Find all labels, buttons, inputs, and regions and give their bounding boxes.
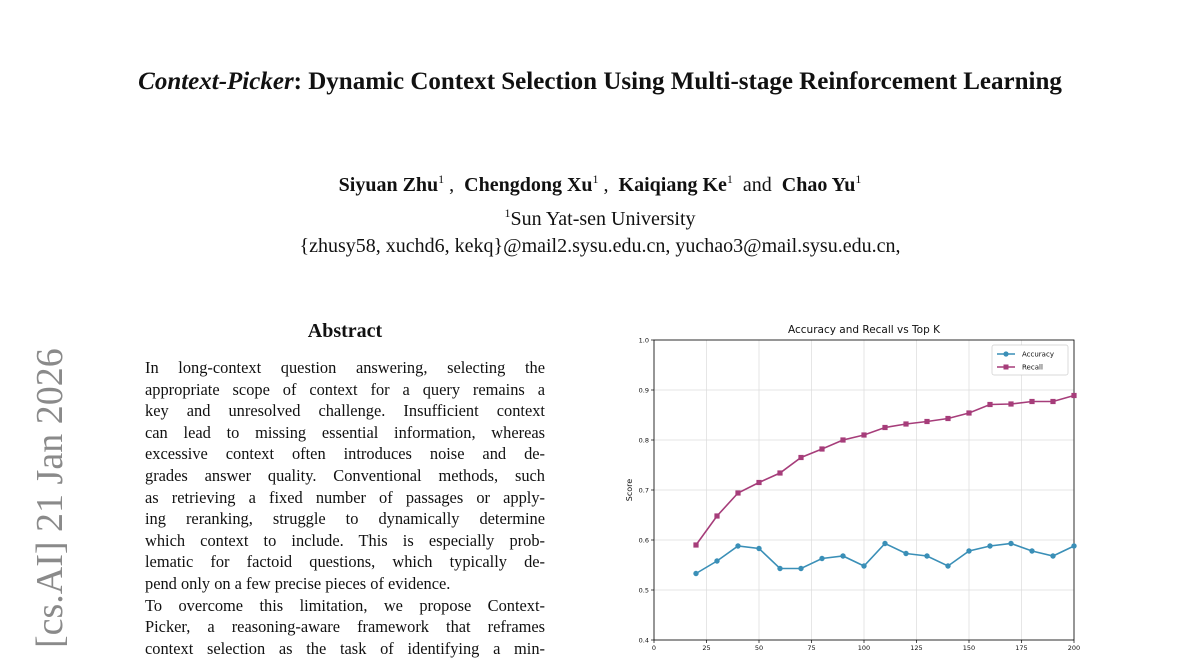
- chart-series: [693, 393, 1076, 576]
- chart-grid: [654, 340, 1074, 640]
- x-tick-label: 75: [807, 644, 816, 652]
- abstract-line: key and unresolved challenge. Insufficient context: [145, 401, 545, 421]
- abstract-line: lematic for factoid questions, which typically de-: [145, 552, 545, 572]
- data-point-accuracy: [987, 543, 992, 548]
- data-point-recall: [1050, 399, 1055, 404]
- abstract-line: ing reranking, struggle to dynamically determine: [145, 509, 545, 529]
- y-tick-label: 0.7: [638, 486, 649, 495]
- x-tick-label: 50: [754, 644, 764, 652]
- data-point-accuracy: [966, 548, 971, 553]
- abstract-line: which context to include. This is especially prob-: [145, 530, 545, 550]
- data-point-recall: [903, 421, 908, 426]
- title-rest: : Dynamic Context Selection Using Multi-stage Reinforcement Learning: [293, 68, 1062, 95]
- data-point-accuracy: [924, 553, 929, 558]
- data-point-recall: [924, 419, 929, 424]
- accuracy-recall-chart: [610, 320, 1090, 652]
- data-point-recall: [840, 437, 845, 442]
- author-affil-mark: 1: [592, 172, 599, 186]
- abstract-line: appropriate scope of context for a query remains a: [145, 379, 545, 399]
- y-tick-label: 0.5: [638, 586, 649, 595]
- data-point-accuracy: [861, 563, 866, 568]
- data-point-recall: [1029, 399, 1034, 404]
- abstract-line: pend only on a few precise pieces of evidence.: [145, 573, 451, 593]
- data-point-recall: [966, 410, 971, 415]
- author-affil-mark: 1: [726, 172, 733, 186]
- data-point-recall: [1071, 393, 1076, 398]
- author-emails: {zhusy58, xuchd6, kekq}@mail2.sysu.edu.cn, yuchao3@mail.sysu.edu.cn,: [299, 235, 901, 257]
- series-line-accuracy: [696, 544, 1074, 574]
- data-point-accuracy: [1071, 543, 1076, 548]
- author-list: Siyuan Zhu$^1$ , Chengdong Xu$^1$ , Kaiqiang Ke$^1$ and Chao Yu$^1$: [338, 172, 862, 196]
- author-name: Kaiqiang Ke: [618, 174, 727, 196]
- data-point-accuracy: [693, 571, 698, 576]
- affiliation-text: Sun Yat-sen University: [510, 208, 696, 230]
- y-tick-label: 0.8: [638, 436, 649, 445]
- legend-marker: [1004, 365, 1009, 370]
- data-point-accuracy: [777, 566, 782, 571]
- y-tick-label: 1.0: [638, 336, 649, 345]
- affiliation-mark: 1: [504, 206, 511, 220]
- data-point-accuracy: [882, 541, 887, 546]
- abstract-line: excessive context often introduces noise and de-: [145, 444, 545, 464]
- data-point-accuracy: [840, 553, 845, 558]
- y-axis-label: Score: [625, 478, 634, 502]
- title-italic: Context-Picker: [138, 68, 294, 95]
- data-point-accuracy: [945, 563, 950, 568]
- data-point-accuracy: [756, 546, 761, 551]
- data-point-accuracy: [1008, 541, 1013, 546]
- abstract-heading: Abstract: [307, 320, 383, 342]
- chart-title: Accuracy and Recall vs Top K: [788, 324, 940, 336]
- data-point-recall: [819, 446, 824, 451]
- abstract-line: To overcome this limitation, we propose Context-: [145, 595, 545, 615]
- data-point-recall: [1008, 401, 1013, 406]
- author-name: Chengdong Xu: [464, 174, 593, 196]
- x-tick-label: 125: [910, 644, 923, 652]
- y-tick-label: 0.9: [638, 386, 649, 395]
- series-line-recall: [696, 396, 1074, 546]
- legend-marker: [1003, 351, 1008, 356]
- data-point-accuracy: [903, 551, 908, 556]
- chart-ticks: [639, 337, 1081, 653]
- author-and: and: [742, 174, 772, 196]
- data-point-accuracy: [798, 566, 803, 571]
- author-name: Chao Yu: [781, 174, 856, 196]
- y-tick-label: 0.4: [638, 636, 649, 645]
- paper-title: [100, 66, 1100, 98]
- data-point-recall: [756, 480, 761, 485]
- abstract-line: as retrieving a fixed number of passages or apply-: [145, 487, 545, 507]
- abstract-line: Picker, a reasoning-aware framework that reframes: [145, 617, 545, 637]
- chart-figure: [610, 320, 1090, 652]
- data-point-recall: [945, 416, 950, 421]
- author-name: Siyuan Zhu: [338, 174, 439, 196]
- author-affil-mark: 1: [438, 172, 445, 186]
- data-point-recall: [987, 402, 992, 407]
- data-point-recall: [882, 425, 887, 430]
- data-point-recall: [714, 513, 719, 518]
- data-point-recall: [735, 490, 740, 495]
- author-affil-mark: 1: [855, 172, 862, 186]
- x-tick-label: 200: [1067, 644, 1081, 652]
- legend-label: Recall: [1022, 363, 1043, 372]
- abstract-body: [145, 357, 545, 659]
- arxiv-stamp: [cs.AI] 21 Jan 2026: [29, 348, 71, 648]
- affiliation: [0, 200, 1200, 232]
- data-point-accuracy: [1050, 553, 1055, 558]
- data-point-recall: [693, 542, 698, 547]
- data-point-accuracy: [1029, 548, 1034, 553]
- data-point-accuracy: [714, 558, 719, 563]
- abstract-line: grades answer quality. Conventional methods, such: [145, 465, 545, 485]
- abstract-line: In long-context question answering, selecting the: [145, 358, 545, 377]
- data-point-recall: [777, 470, 782, 475]
- data-point-accuracy: [735, 543, 740, 548]
- y-tick-label: 0.6: [638, 536, 649, 545]
- abstract-line: can lead to missing essential information, whereas: [145, 422, 545, 442]
- data-point-accuracy: [819, 556, 824, 561]
- x-tick-label: 0: [651, 644, 657, 652]
- data-point-recall: [798, 455, 803, 460]
- abstract-line: context selection as the task of identifying a min-: [145, 638, 545, 658]
- x-tick-label: 175: [1015, 644, 1028, 652]
- x-tick-label: 150: [962, 644, 976, 652]
- x-tick-label: 25: [702, 644, 711, 652]
- chart-legend: [992, 345, 1068, 375]
- data-point-recall: [861, 432, 866, 437]
- legend-label: Accuracy: [1022, 350, 1054, 359]
- x-tick-label: 100: [857, 644, 871, 652]
